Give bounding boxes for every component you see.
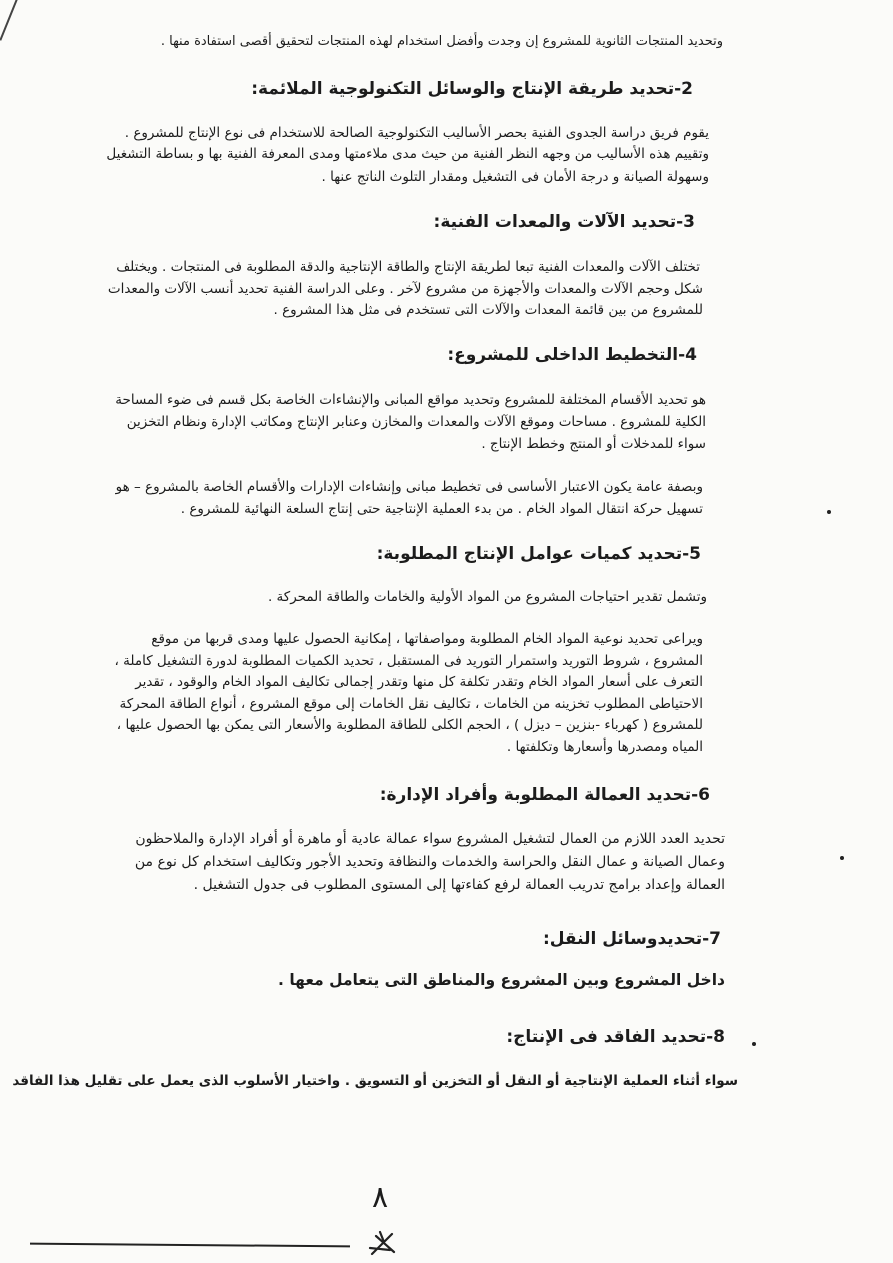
- section-3-line-3: للمشروع من بين قائمة المعدات والآلات التى تستخدم فى مثل هذا المشروع .: [273, 302, 703, 318]
- section-6-line-1: تحديد العدد اللازم من العمال لتشغيل المشروع سواء عمالة عادية أو ماهرة أو أفراد الإدارة والملاحظون: [135, 831, 725, 847]
- section-2-line-1: يقوم فريق دراسة الجدوى الفنية بحصر الأساليب التكنولوجية الصالحة للاستخدام فى نوع الإنتاج للمشروع .: [124, 125, 709, 141]
- heading-section-3: 3-تحديد الآلات والمعدات الفنية:: [433, 212, 695, 232]
- section-2-line-3: وسهولة الصيانة و درجة الأمان فى التشغيل ومقدار التلوث الناتج عنها .: [321, 169, 709, 185]
- section-7-line-1: داخل المشروع وبين المشروع والمناطق التى يتعامل معها .: [278, 971, 725, 989]
- page-number: ٨: [372, 1180, 389, 1215]
- margin-dot: [840, 856, 844, 860]
- section-6-line-2: وعمال الصيانة و عمال النقل والحراسة والخدمات والنظافة وتحديد الأجور وتكاليف استخدام كل نوع من: [134, 854, 725, 870]
- section-4-line-3: سواء للمدخلات أو المنتج وخطط الإنتاج .: [481, 436, 706, 452]
- section-5-line-3: التعرف على أسعار المواد الخام وتقدر تكلفة كل منها وتقدر إجمالى تكاليف المواد الخام والوقود ، تقدير: [135, 674, 703, 690]
- section-6-line-3: العمالة وإعداد برامج تدريب العمالة لرفع كفاءتها إلى المستوى المطلوب فى جدول التشغيل .: [193, 877, 725, 893]
- bottom-rule: [30, 1243, 350, 1248]
- section-5-line-5: للمشروع ( كهرباء -بنزين – ديزل ) ، الحجم الكلى للطاقة المطلوبة والأسعار التى يمكن بها الحصول عليها ،: [116, 717, 703, 733]
- margin-dot: [827, 510, 831, 514]
- section-3-line-2: شكل وحجم الآلات والمعدات والأجهزة من مشروع لآخر . وعلى الدراسة الفنية تحديد أنسب الآلات والمعدات: [107, 281, 703, 297]
- section-5-line-6: المياه ومصدرها وأسعارها وتكلفتها .: [506, 739, 703, 755]
- heading-section-8: 8-تحديد الفاقد فى الإنتاج:: [506, 1027, 725, 1047]
- section-5-line-2: المشروع ، شروط التوريد واستمرار التوريد فى المستقبل ، تحديد الكميات المطلوبة لدورة التشغيل كاملة ،: [114, 653, 703, 669]
- section-4-extra-line-2: تسهيل حركة انتقال المواد الخام . من بدء العملية الإنتاجية حتى إنتاج السلعة النهائية للمشروع .: [180, 501, 703, 517]
- heading-section-7: 7-تحديدوسائل النقل:: [542, 929, 721, 949]
- section-5-line-4: الاحتياطى المطلوب تخزينه من الخامات ، تكاليف نقل الخامات إلى موقع المشروع ، أنواع الطاقة المحركة: [119, 696, 703, 712]
- margin-dot: [752, 1042, 756, 1046]
- heading-section-2: 2-تحديد طريقة الإنتاج والوسائل التكنولوجية الملائمة:: [251, 79, 693, 99]
- heading-section-4: 4-التخطيط الداخلى للمشروع:: [447, 345, 697, 365]
- heading-section-6: 6-تحديد العمالة المطلوبة وأفراد الإدارة:: [379, 785, 710, 805]
- section-2-line-2: وتقييم هذه الأساليب من وجهه النظر الفنية من حيث مدى ملاءمتها ومدى المعرفة الفنية بها و بساطة التشغيل: [106, 146, 709, 162]
- section-4-line-2: الكلية للمشروع . مساحات وموقع الآلات والمعدات والمخازن وعنابر الإنتاج ومكاتب الإدارة ونظام التخزين: [126, 414, 706, 430]
- section-4-line-1: هو تحديد الأقسام المختلفة للمشروع وتحديد مواقع المبانى والإنشاءات الخاصة بكل قسم فى ضوء المساحة: [115, 392, 706, 408]
- signature-mark: [368, 1228, 398, 1258]
- heading-section-5: 5-تحديد كميات عوامل الإنتاج المطلوبة:: [376, 544, 701, 564]
- section-3-line-1: تختلف الآلات والمعدات الفنية تبعا لطريقة الإنتاج والطاقة الإنتاجية والدقة المطلوبة فى المنتجات . ويختلف: [116, 259, 700, 275]
- section-8-line-1: سواء أثناء العملية الإنتاجية أو النقل أو التخزين أو التسويق . واختيار الأسلوب الذى يعمل على تقليل هذا الفاقد: [12, 1073, 738, 1089]
- section-5-intro: وتشمل تقدير احتياجات المشروع من المواد الأولية والخامات والطاقة المحركة .: [267, 589, 707, 605]
- section-5-line-1: ويراعى تحديد نوعية المواد الخام المطلوبة ومواصفاتها ، إمكانية الحصول عليها ومدى قربها من موقع: [151, 631, 703, 647]
- corner-mark: [0, 0, 20, 41]
- top-line: وتحديد المنتجات الثانوية للمشروع إن وجدت وأفضل استخدام لهذه المنتجات لتحقيق أقصى استفادة منها .: [160, 34, 723, 49]
- section-4-extra-line-1: وبصفة عامة يكون الاعتبار الأساسى فى تخطيط مبانى وإنشاءات الإدارات والأقسام الخاصة بالمشروع – هو: [115, 479, 703, 495]
